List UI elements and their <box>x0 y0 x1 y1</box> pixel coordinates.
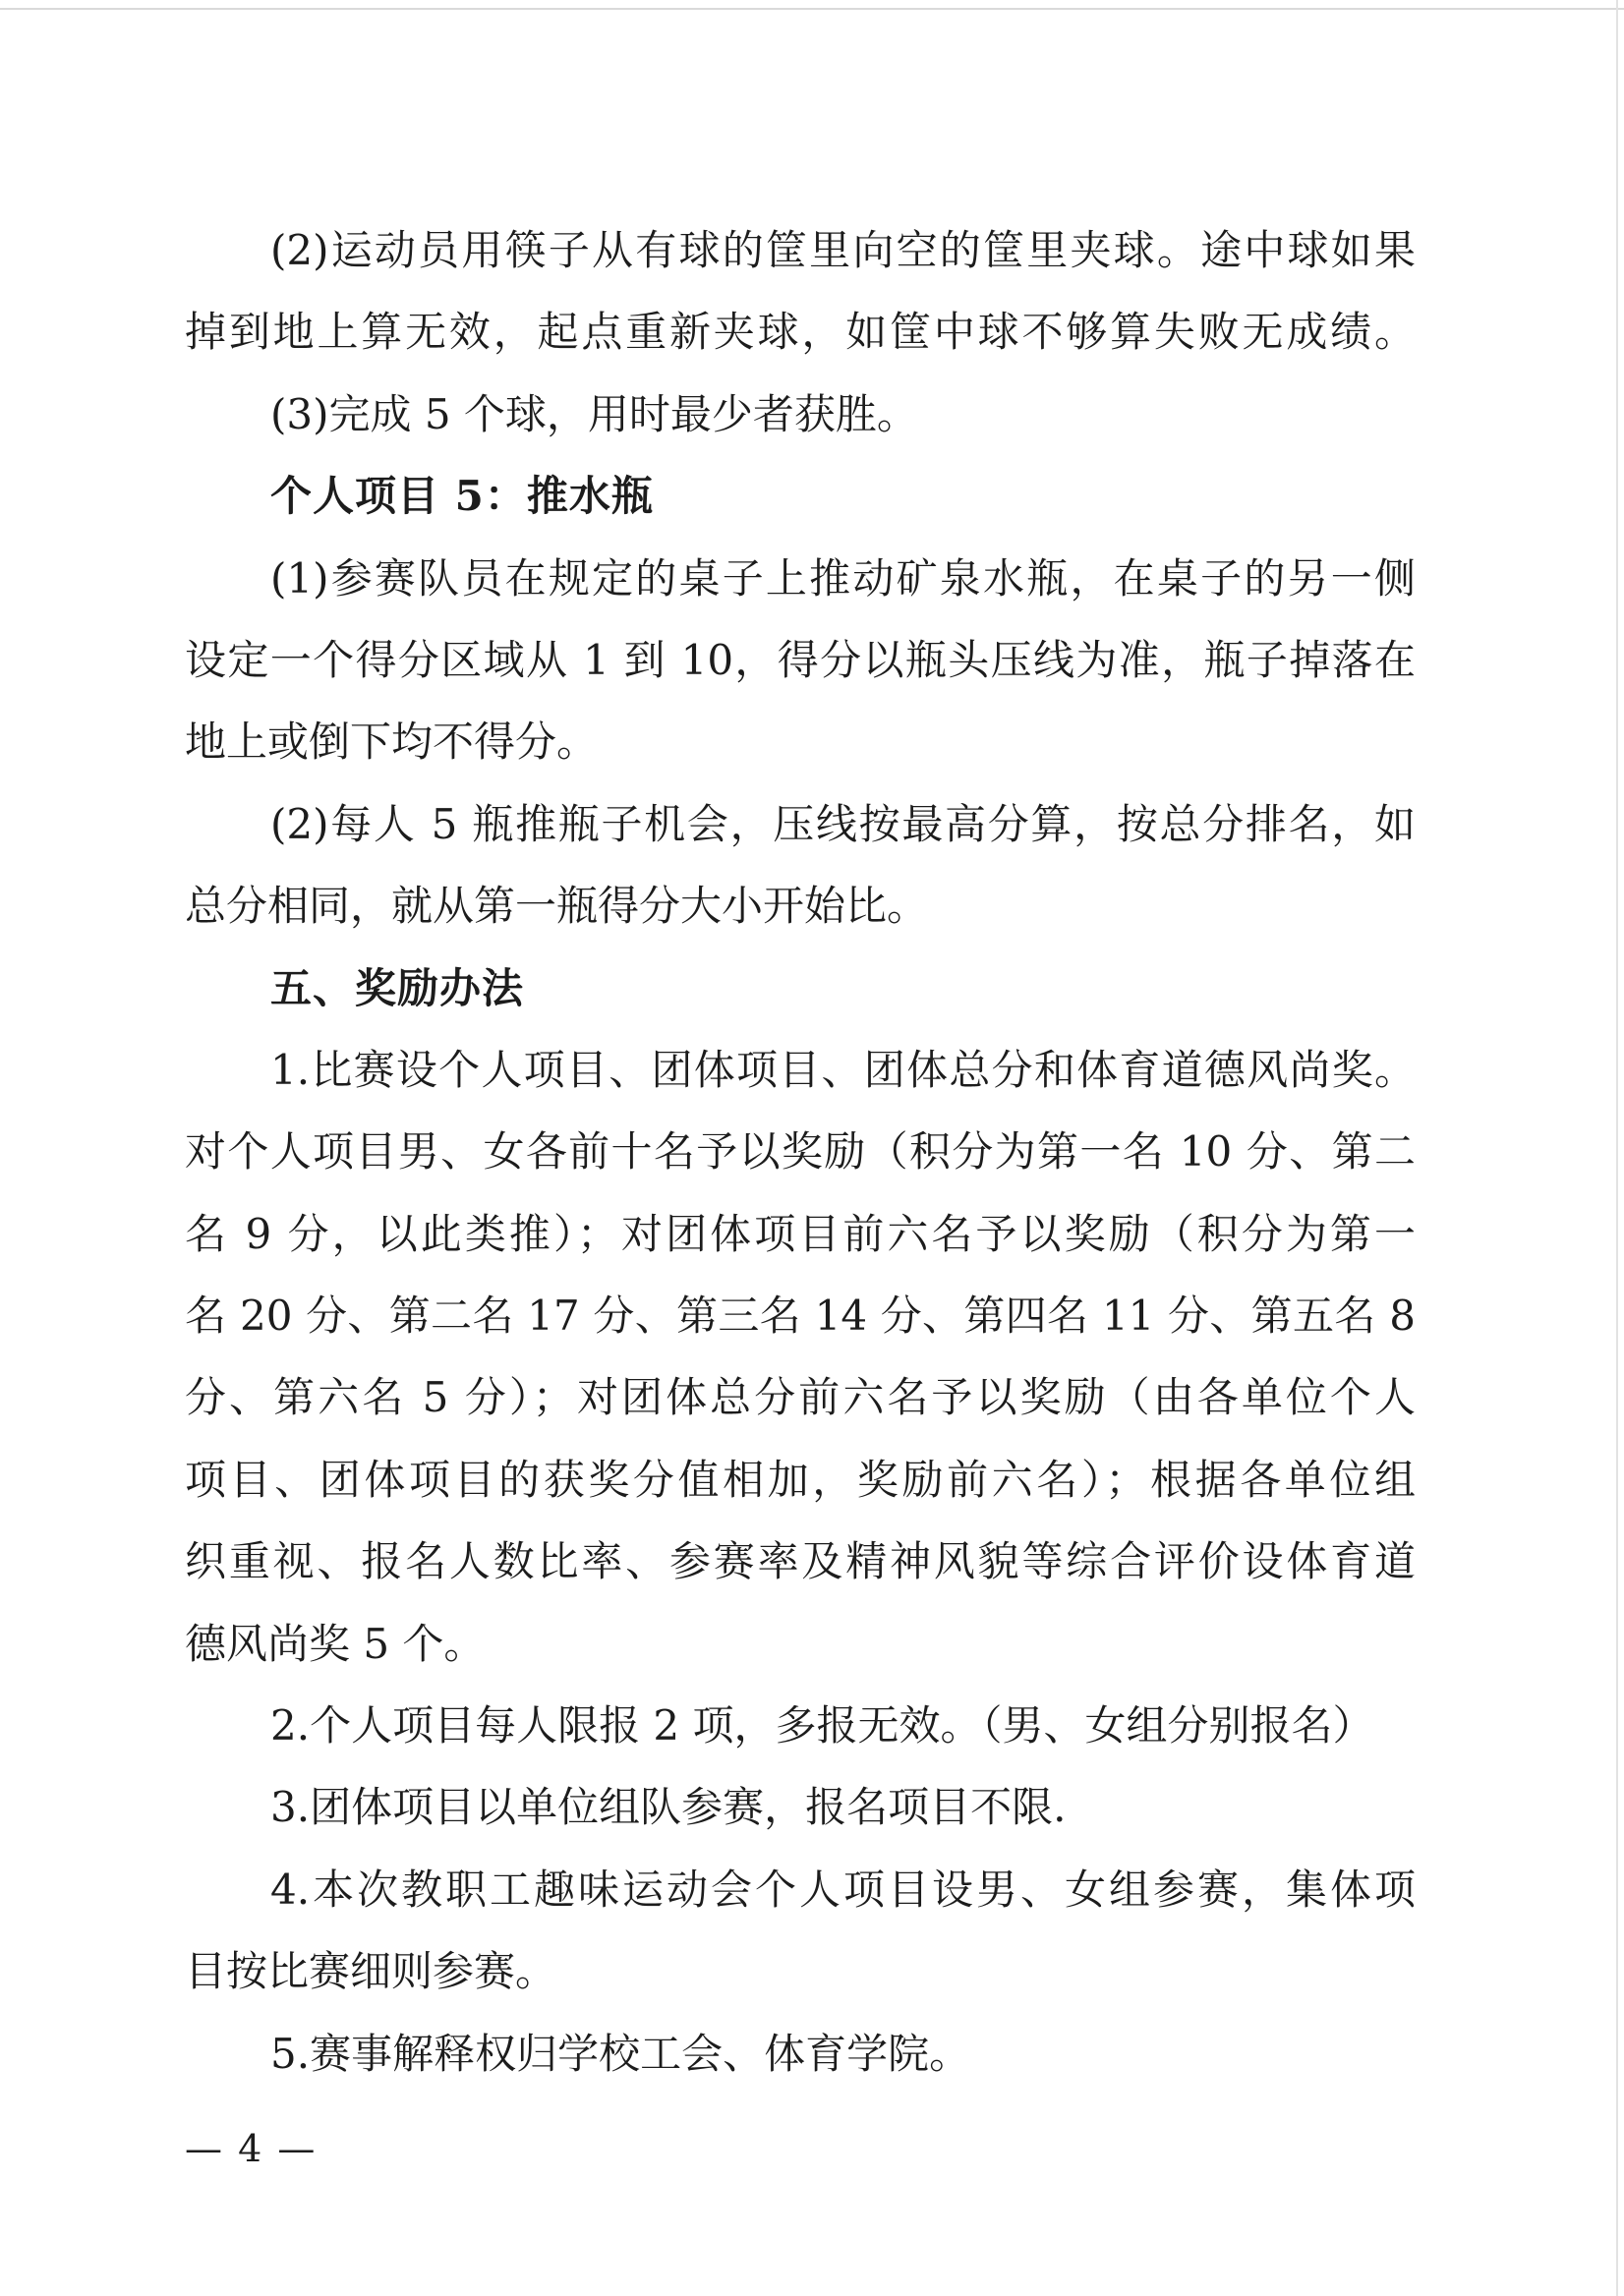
text-line: 织重视、报名人数比率、参赛率及精神风貌等综合评价设体育道 <box>185 1537 1416 1586</box>
paragraph-chopsticks-rule-2 <box>185 209 1416 373</box>
paragraph-award-item-1 <box>185 1029 1416 1685</box>
text-line: 名 9 分，以此类推）；对团体项目前六名予以奖励（积分为第一 <box>185 1209 1416 1258</box>
text-line: 项目、团体项目的获奖分值相加，奖励前六名）；根据各单位组 <box>185 1455 1416 1504</box>
paragraph-push-bottle-rule-2 <box>185 783 1416 947</box>
text-line: 3.团体项目以单位组队参赛，报名项目不限. <box>270 1783 1067 1832</box>
scan-right-edge <box>1616 0 1618 2296</box>
paragraph-award-item-3 <box>185 1766 1416 1848</box>
scan-top-edge <box>0 8 1624 10</box>
text-line: 德风尚奖 5 个。 <box>185 1619 486 1668</box>
page-number: — 4 — <box>185 2127 318 2170</box>
text-line: 5.赛事解释权归学校工会、体育学院。 <box>270 2029 971 2078</box>
paragraph-award-item-5 <box>185 2013 1416 2095</box>
text-line: (3)完成 5 个球，用时最少者获胜。 <box>270 389 918 438</box>
section-heading-awards: 五、奖励办法 <box>270 963 525 1012</box>
text-line: 名 20 分、第二名 17 分、第三名 14 分、第四名 11 分、第五名 8 <box>185 1292 1416 1341</box>
paragraph-award-item-4 <box>185 1849 1416 2013</box>
paragraph-award-item-2 <box>185 1685 1416 1766</box>
paragraph-chopsticks-rule-3 <box>185 373 1416 455</box>
text-line: 地上或倒下均不得分。 <box>185 718 599 767</box>
text-line: 分、第六名 5 分）；对团体总分前六名予以奖励（由各单位个人 <box>185 1373 1416 1422</box>
text-line: 设定一个得分区域从 1 到 10，得分以瓶头压线为准，瓶子掉落在 <box>185 635 1416 684</box>
document-body <box>185 209 1416 2095</box>
text-line: 掉到地上算无效，起点重新夹球，如筐中球不够算失败无成绩。 <box>185 308 1416 357</box>
text-line: (2)每人 5 瓶推瓶子机会，压线按最高分算，按总分排名，如 <box>270 799 1416 848</box>
text-line: (1)参赛队员在规定的桌子上推动矿泉水瓶，在桌子的另一侧 <box>270 553 1416 603</box>
section-heading-push-bottle: 个人项目 5：推水瓶 <box>270 472 654 521</box>
text-line: 目按比赛细则参赛。 <box>185 1947 557 1996</box>
paragraph-push-bottle-rule-1 <box>185 538 1416 783</box>
text-line: (2)运动员用筷子从有球的筐里向空的筐里夹球。途中球如果 <box>270 226 1416 274</box>
text-line: 1.比赛设个人项目、团体项目、团体总分和体育道德风尚奖。 <box>270 1045 1416 1094</box>
text-line: 2.个人项目每人限报 2 项，多报无效。（男、女组分别报名） <box>270 1701 1374 1751</box>
text-line: 对个人项目男、女各前十名予以奖励（积分为第一名 10 分、第二 <box>185 1127 1416 1177</box>
text-line: 总分相同，就从第一瓶得分大小开始比。 <box>185 882 929 931</box>
text-line: 4.本次教职工趣味运动会个人项目设男、女组参赛，集体项 <box>270 1865 1416 1914</box>
